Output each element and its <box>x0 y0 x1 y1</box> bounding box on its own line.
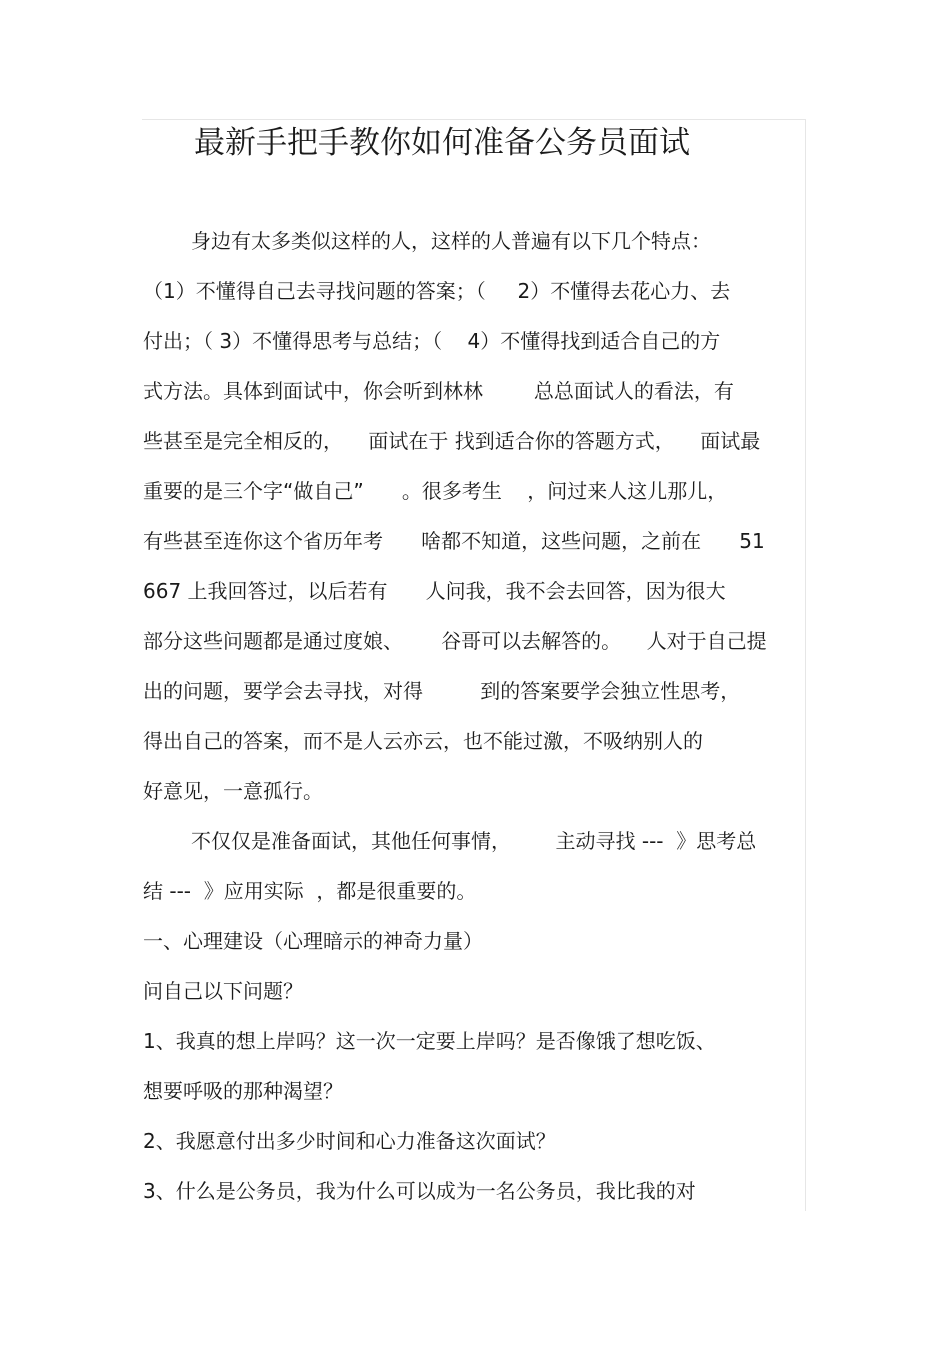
text-line: 重要的是三个字“做自己” 。很多考生 ，问过来人这儿那儿， <box>143 479 728 503</box>
text-line: 2、我愿意付出多少时间和心力准备这次面试？ <box>143 1129 556 1153</box>
text-line: 付出；（ 3）不懂得思考与总结；（ 4）不懂得找到适合自己的方 <box>143 329 721 353</box>
text-line: 结 --- 》应用实际 ，都是很重要的。 <box>143 879 477 903</box>
text-line: 好意见，一意孤行。 <box>143 779 323 803</box>
text-line: 得出自己的答案，而不是人云亦云，也不能过激，不吸纳别人的 <box>143 729 703 753</box>
text-line: 1、我真的想上岸吗？这一次一定要上岸吗？是否像饿了想吃饭、 <box>143 1029 716 1053</box>
document-body <box>143 216 806 1216</box>
text-line: 式方法。具体到面试中，你会听到林林 总总面试人的看法，有 <box>143 379 734 403</box>
text-line: 不仅仅是准备面试，其他任何事情， 主动寻找 --- 》思考总 <box>191 829 757 853</box>
text-line: 想要呼吸的那种渴望？ <box>143 1079 343 1103</box>
text-line: 身边有太多类似这样的人，这样的人普遍有以下几个特点： <box>191 229 711 253</box>
text-line: 一、心理建设（心理暗示的神奇力量） <box>143 929 483 953</box>
text-line: 些甚至是完全相反的， 面试在于 找到适合你的答题方式， 面试最 <box>143 429 761 453</box>
text-line: 3、什么是公务员，我为什么可以成为一名公务员，我比我的对 <box>143 1179 696 1203</box>
text-line: 出的问题，要学会去寻找，对得 到的答案要学会独立性思考， <box>143 679 741 703</box>
text-line: 有些甚至连你这个省历年考 啥都不知道，这些问题，之前在 51 <box>143 529 765 553</box>
text-line: （1）不懂得自己去寻找问题的答案；（ 2）不懂得去花心力、去 <box>143 279 731 303</box>
text-line: 部分这些问题都是通过度娘、 谷哥可以去解答的。 人对于自己提 <box>143 629 767 653</box>
text-line: 问自己以下问题？ <box>143 979 303 1003</box>
text-line: 667 上我回答过，以后若有 人问我，我不会去回答，因为很大 <box>143 579 726 603</box>
document-title: 最新手把手教你如何准备公务员面试 <box>194 125 690 161</box>
